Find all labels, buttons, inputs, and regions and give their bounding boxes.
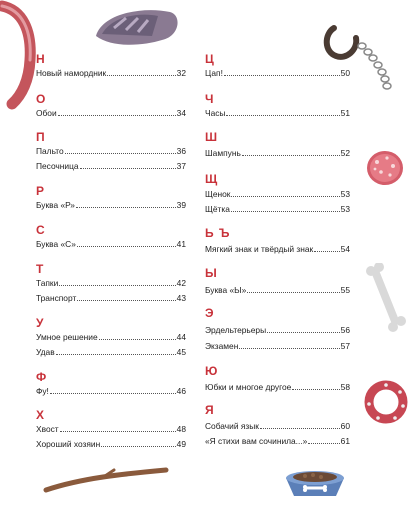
dot-leader: [101, 446, 175, 447]
dot-leader: [260, 428, 340, 429]
entry-page: 55: [340, 285, 350, 295]
section-letter: С: [36, 223, 46, 237]
toc-entry[interactable]: [205, 325, 350, 335]
dot-leader: [314, 251, 340, 252]
entry-page: 49: [176, 439, 186, 449]
toc-entry[interactable]: [205, 421, 350, 431]
dog-bowl-icon: [280, 456, 350, 502]
toc-entry[interactable]: [36, 424, 186, 434]
entry-page: 43: [176, 293, 186, 303]
stick-icon: [42, 466, 170, 496]
slipper-icon: [92, 6, 182, 48]
dot-leader: [60, 431, 176, 432]
dot-leader: [231, 211, 340, 212]
entry-page: 50: [340, 68, 350, 78]
entry-title: Часы: [205, 108, 226, 118]
entry-title: Фу!: [36, 386, 49, 396]
toc-entry[interactable]: [205, 285, 350, 295]
entry-title: Тапки: [36, 278, 59, 288]
entry-page: 57: [340, 341, 350, 351]
dot-leader: [247, 292, 339, 293]
entry-page: 34: [176, 108, 186, 118]
toc-entry[interactable]: [36, 68, 186, 78]
entry-page: 51: [340, 108, 350, 118]
toc-entry[interactable]: [205, 68, 350, 78]
dot-leader: [76, 207, 176, 208]
section-letter: Н: [36, 52, 46, 66]
entry-page: 41: [176, 239, 186, 249]
dot-leader: [292, 389, 339, 390]
section-letter: Я: [205, 403, 215, 417]
toc-entry[interactable]: [36, 278, 186, 288]
entry-page: 52: [340, 148, 350, 158]
section-letter: Ч: [205, 92, 215, 106]
entry-title: Экзамен: [205, 341, 239, 351]
dot-leader: [308, 443, 339, 444]
dot-leader: [77, 300, 175, 301]
toc-entry[interactable]: [205, 341, 350, 351]
entry-title: Шампунь: [205, 148, 241, 158]
entry-title: Буква «С»: [36, 239, 76, 249]
dot-leader: [80, 168, 176, 169]
toc-entry[interactable]: [36, 347, 186, 357]
entry-title: Удав: [36, 347, 55, 357]
entry-page: 46: [176, 386, 186, 396]
entry-page: 61: [340, 436, 350, 446]
toc-entry[interactable]: [36, 200, 186, 210]
dot-leader: [242, 155, 340, 156]
dot-leader: [99, 339, 176, 340]
bone-icon: [365, 263, 407, 333]
section-letter: У: [36, 316, 45, 330]
entry-title: Хороший хозяин: [36, 439, 101, 449]
entry-title: Щётка: [205, 204, 230, 214]
dot-leader: [224, 75, 340, 76]
section-letter: Ю: [205, 364, 219, 378]
toc-entry[interactable]: [205, 244, 350, 254]
dot-leader: [56, 354, 176, 355]
section-letter: Ф: [36, 370, 48, 384]
toc-entry[interactable]: [36, 293, 186, 303]
entry-title: Хвост: [36, 424, 59, 434]
section-letter: Ы: [205, 266, 218, 280]
toc-entry[interactable]: [205, 436, 350, 446]
section-letter: П: [36, 130, 46, 144]
entry-title: Юбки и многое другое: [205, 382, 292, 392]
entry-page: 45: [176, 347, 186, 357]
section-letter: Ц: [205, 52, 215, 66]
entry-page: 37: [176, 161, 186, 171]
entry-page: 53: [340, 204, 350, 214]
section-letter: Ь Ъ: [205, 226, 231, 240]
section-letter: О: [36, 92, 47, 106]
toc-entry[interactable]: [205, 382, 350, 392]
entry-page: 42: [176, 278, 186, 288]
entry-title: Пальто: [36, 146, 64, 156]
toc-entry[interactable]: [36, 161, 186, 171]
entry-title: Собачий язык: [205, 421, 259, 431]
entry-title: Песочница: [36, 161, 79, 171]
dot-leader: [107, 75, 175, 76]
toc-entry[interactable]: [36, 146, 186, 156]
salami-slice-icon: [365, 148, 407, 188]
sausage-icon: [0, 0, 40, 110]
section-letter: Щ: [205, 172, 219, 186]
entry-page: 56: [340, 325, 350, 335]
section-letter: Ш: [205, 130, 219, 144]
section-letter: Р: [36, 184, 46, 198]
dot-leader: [65, 153, 176, 154]
collar-chain-icon: [320, 20, 400, 100]
entry-title: Мягкий знак и твёрдый знак: [205, 244, 314, 254]
entry-title: Транспорт: [36, 293, 77, 303]
entry-page: 60: [340, 421, 350, 431]
entry-title: Щенок: [205, 189, 231, 199]
entry-title: «Я стихи вам сочинила...»: [205, 436, 308, 446]
toc-entry[interactable]: [36, 332, 186, 342]
dot-leader: [50, 393, 176, 394]
entry-page: 39: [176, 200, 186, 210]
entry-page: 58: [340, 382, 350, 392]
toc-entry[interactable]: [205, 108, 350, 118]
studded-collar-icon: [360, 378, 408, 426]
section-letter: Х: [36, 408, 46, 422]
toc-entry[interactable]: [36, 108, 186, 118]
entry-page: 53: [340, 189, 350, 199]
section-letter: Т: [36, 262, 45, 276]
toc-entry[interactable]: [205, 204, 350, 214]
toc-entry[interactable]: [205, 148, 350, 158]
entry-page: 32: [176, 68, 186, 78]
entry-page: 54: [340, 244, 350, 254]
entry-title: Буква «Р»: [36, 200, 75, 210]
entry-title: Умное решение: [36, 332, 98, 342]
dot-leader: [58, 115, 176, 116]
section-letter: Э: [205, 306, 215, 320]
dot-leader: [77, 246, 176, 247]
dot-leader: [239, 348, 339, 349]
dot-leader: [59, 285, 175, 286]
toc-entry[interactable]: [36, 439, 186, 449]
entry-page: 36: [176, 146, 186, 156]
entry-page: 44: [176, 332, 186, 342]
entry-title: Буква «Ы»: [205, 285, 247, 295]
dot-leader: [267, 332, 340, 333]
dot-leader: [231, 196, 339, 197]
toc-entry[interactable]: [205, 189, 350, 199]
entry-title: Цап!: [205, 68, 223, 78]
toc-entry[interactable]: [36, 386, 186, 396]
entry-title: Обои: [36, 108, 57, 118]
entry-page: 48: [176, 424, 186, 434]
entry-title: Новый намордник: [36, 68, 107, 78]
toc-entry[interactable]: [36, 239, 186, 249]
dot-leader: [226, 115, 339, 116]
entry-title: Эрдельтерьеры: [205, 325, 267, 335]
